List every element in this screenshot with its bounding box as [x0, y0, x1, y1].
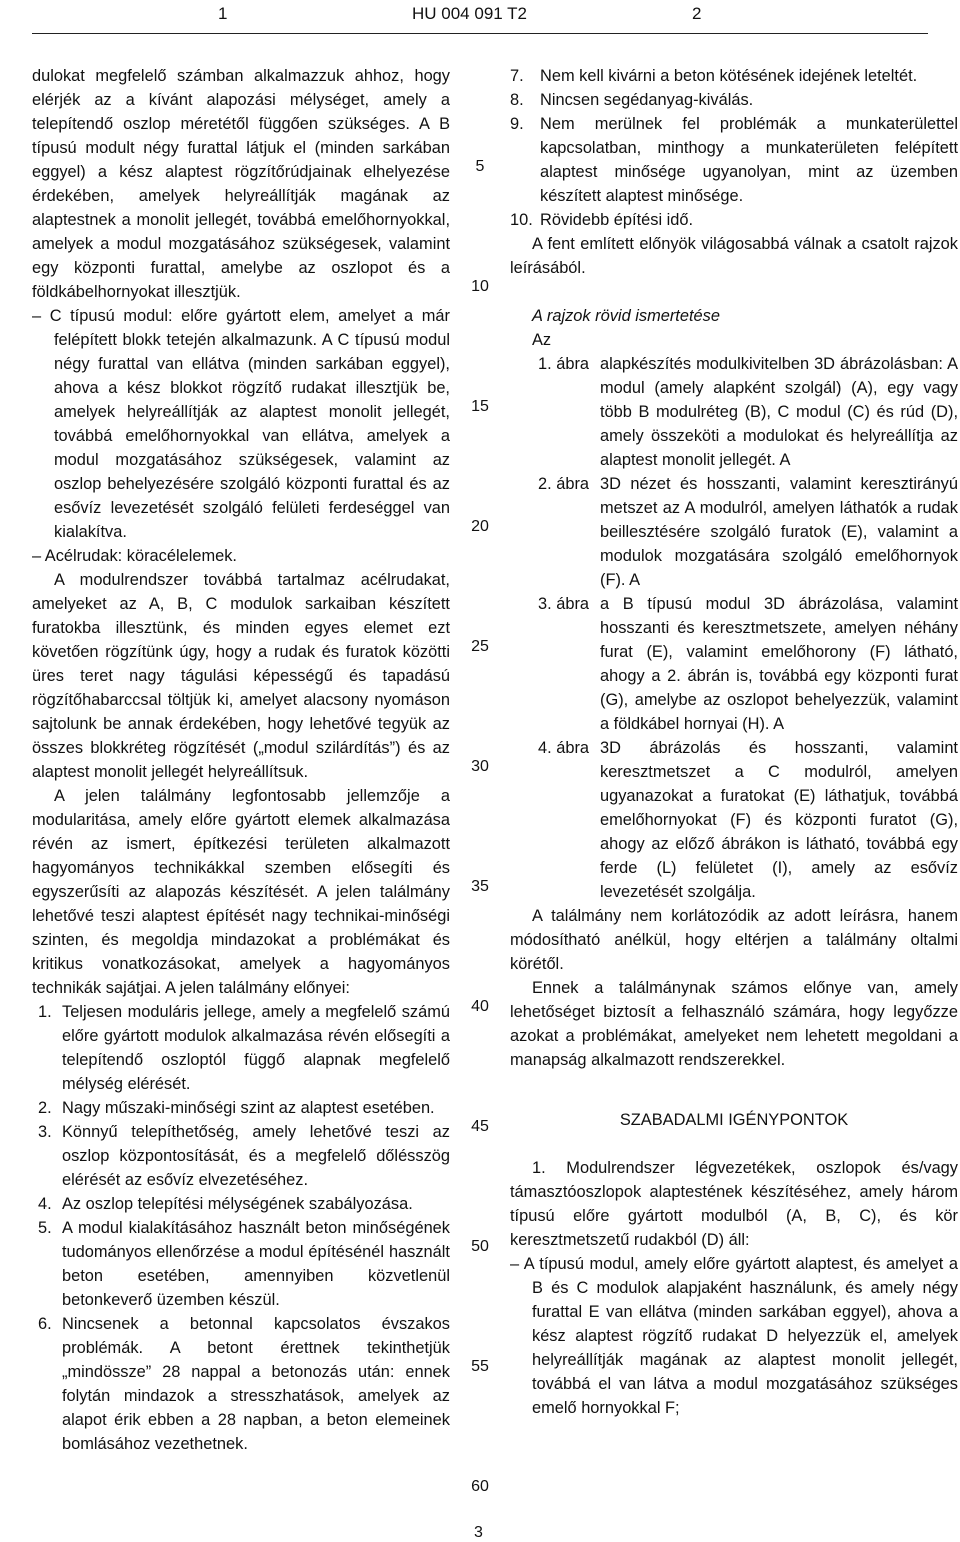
- line-number: 60: [471, 1478, 489, 1495]
- item-number: 6.: [38, 1315, 52, 1333]
- paragraph: 1. Modulrendszer légvezetékek, oszlopok és/vagy támasztóoszlopok alaptestének készítéséhez, amely három típusú előre gyártott modulból (A, B, C), és kör keresztmetszetű rudakból (D) áll:: [510, 1159, 958, 1249]
- header-rule: [32, 33, 928, 34]
- paragraph: A jelen találmány legfontosabb jellemzője a modularitása, amely előre gyártott elemek alkalmazása révén az ismert, építkezési területen alkalmazott hagyományos technikákkal szemben elősegíti és egyszerűsíti az alapozás készítését. A jelen találmány lehetővé teszi alaptest építését nagy technikai-minőségi szinten, és megoldja mindazokat a problémákat és kritikus vonatkozásokat, amelyek a hagyományos technikák sajátjai. A jelen találmány előnyei:: [32, 787, 450, 997]
- paragraph: Az: [532, 331, 552, 349]
- left-column: [32, 64, 450, 1456]
- list-item: [32, 1096, 450, 1120]
- list-item: [32, 1120, 450, 1192]
- list-item: [32, 1000, 450, 1096]
- list-item: [510, 64, 958, 88]
- item-number: 4.: [38, 1195, 52, 1213]
- section-heading: A rajzok rövid ismertetése: [532, 307, 720, 325]
- paragraph: dulokat megfelelő számban alkalmazzuk ahhoz, hogy elérjék az a kívánt alapozási mélységet, amely a telepítendő oszlop méretétől függően szükséges. A B típusú modult négy furattal látjuk el (minden sarkában eggyel) a kész alaptest rögzítőrúdjainak elhelyezése érdekében, amelyek helyreállítják magának az alaptestnek a monolit jellegét, továbbá emelőhornyokkal, amelyek a modul mozgatásához szükségesek, valamint egy központi furattal, amelybe az oszlopot és a földkábelhornyokat illesztjük.: [32, 67, 450, 301]
- item-text: 3D ábrázolás és hosszanti, valamint keresztmetszet a C modulról, amelyen ugyanazokat a furatokat (E) láthatjuk, továbbá emelőhornyokat (F) és központi furatot (G), ahogy az előző ábrákon is látható, továbbá egy ferde (L) felületet (I), amely az esővíz levezetését szolgálja.: [600, 739, 958, 901]
- item-text: alapkészítés modulkivitelben 3D ábrázolásban: A modul (amely alapként szolgál) (A), egy vagy több B modulréteg (B), C modul (C) és rúd (D), amely összeköti a modulokat és helyreállítja az alaptest monolit jellegét. A: [600, 355, 958, 469]
- item-number: 2.: [38, 1099, 52, 1117]
- item-text: Az oszlop telepítési mélységének szabályozása.: [62, 1195, 413, 1213]
- dash-item: – Acélrudak: köracélelemek.: [32, 547, 237, 565]
- figure-description: [510, 352, 958, 472]
- list-item: [32, 1192, 450, 1216]
- item-text: Könnyű telepíthetőség, amely lehetővé teszi az oszlop központosítását, és a megfelelő dőlésszög elérését az esővíz elvezetéséhez.: [62, 1123, 450, 1189]
- header-column-left-number: 1: [218, 4, 228, 23]
- paragraph: A találmány nem korlátozódik az adott leírásra, hanem módosítható anélkül, hogy eltérjen a találmány oltalmi körétől.: [510, 907, 958, 973]
- line-number: 45: [471, 1118, 489, 1135]
- spacer: [510, 1072, 958, 1108]
- list-item: [510, 112, 958, 208]
- line-number: 25: [471, 638, 489, 655]
- item-text: Teljesen moduláris jellege, amely a megfelelő számú előre gyártott modulok alkalmazása révén elősegíti a telepítendő oszloptól függő alapnak megfelelő mélység elérését.: [62, 1003, 450, 1093]
- dash-item: – C típusú modul: előre gyártott elem, amelyet a már felépített blokk tetején alkalmazunk. A C típusú modul négy furattal van ellátva (minden sarkában eggyel), ahova a kész blokkot rögzítő rudakat illesztjük be, amelyek helyreállítják az alaptest monolit jellegét, továbbá emelőhornyokkal van ellátva, amelyek a modul mozgatásához szükségesek, valamint az oszlop behelyezésére szolgáló központi furattal és az esővíz levezetését szolgáló felületi ferdeséggel van kialakítva.: [32, 307, 450, 541]
- item-text: A modul kialakításához használt beton minőségének tudományos ellenőrzése a modul építésénél használt beton esetében, amennyiben közvetlenül betonkeverő üzemben készül.: [62, 1219, 450, 1309]
- paragraph: A modulrendszer továbbá tartalmaz acélrudakat, amelyeket az A, B, C modulok sarkaiban készített furatokba illesztünk, és minden egyes elemet ezt követően rögzítünk úgy, hogy a rudak és furatok közötti üres teret nagy tágulási képességű és tapadású rögzítőhabarccsal töltjük ki, amelyet alacsony nyomáson sajtolunk be annak érdekében, hogy lehetővé tegyük az összes blokkréteg rögzítését („modul szilárdítás”) és az alaptest monolit jellegét helyreállítsuk.: [32, 571, 450, 781]
- item-number: 2. ábra: [538, 475, 590, 493]
- item-number: 5.: [38, 1219, 52, 1237]
- item-number: 4. ábra: [538, 739, 590, 757]
- item-text: 3D nézet és hosszanti, valamint keresztirányú metszet az A modulról, amelyen láthatók a rudak beillesztésére szolgáló furatok (E), valamint a modulok mozgatására szolgáló emelőhornyok (F). A: [600, 475, 958, 589]
- line-number: 15: [471, 398, 489, 415]
- item-number: 7.: [510, 67, 524, 85]
- header-column-right-number: 2: [692, 4, 702, 23]
- line-number: 5: [475, 158, 485, 175]
- item-text: Nem merülnek fel problémák a munkaterülettel kapcsolatban, minthogy a munkaterületen felépített alaptest minősége ugyanolyan, mint az üzemben készített alaptest minősége.: [540, 115, 958, 205]
- line-number: 10: [471, 278, 489, 295]
- figure-description: [510, 592, 958, 736]
- spacer: [510, 280, 958, 304]
- paragraph: A fent említett előnyök világosabbá válnak a csatolt rajzok leírásából.: [510, 235, 958, 277]
- document-number: HU 004 091 T2: [412, 4, 527, 23]
- item-number: 9.: [510, 115, 524, 133]
- item-number: 1.: [38, 1003, 52, 1021]
- dash-item: – A típusú modul, amely előre gyártott alaptest, és amelyet a B és C modulok alapjaként használunk, és amely négy furattal E van ellátva (minden sarkában eggyel), ahova a kész alaptest rögzítő rudakat D helyezzük el, amelyek helyreállítják magának az alaptest monolit jellegét, továbbá el van látva a modul mozgatásához szükséges emelő hornyokkal F;: [510, 1255, 958, 1417]
- item-number: 3. ábra: [538, 595, 590, 613]
- item-text: Nincsen segédanyag-kiválás.: [540, 91, 754, 109]
- item-text: Nem kell kivárni a beton kötésének idejének leteltét.: [540, 67, 918, 85]
- item-number: 10.: [510, 211, 533, 229]
- figure-description: [510, 736, 958, 904]
- list-item: [510, 88, 958, 112]
- item-text: Nincsenek a betonnal kapcsolatos évszakos problémák. A betont érettnek tekinthetjük „mindösszе” 28 nappal a betonozás után: ennek folytán mindazok a stresszhatások, amelyek az alapot érik ebben a 28 napban, a beton elemeinek bomlásához vezethetnek.: [62, 1315, 450, 1453]
- item-text: Nagy műszaki-minőségi szint az alaptest esetében.: [62, 1099, 435, 1117]
- line-number: 20: [471, 518, 489, 535]
- line-number: 40: [471, 998, 489, 1015]
- claims-title: SZABADALMI IGÉNYPONTOK: [619, 1111, 849, 1129]
- line-number: 35: [471, 878, 489, 895]
- item-text: Rövidebb építési idő.: [540, 211, 694, 229]
- list-item: [510, 208, 958, 232]
- item-text: a B típusú modul 3D ábrázolása, valamint hosszanti és keresztmetszete, amelyen néhány furat (E), valamint emelőhorony (F) látható, ahogy a 2. ábrán is, továbbá egy központi furat (G), amelybe az oszlopot behelyezzük, valamint a földkábel hornyai (H). A: [600, 595, 958, 733]
- list-item: [32, 1312, 450, 1456]
- item-number: 3.: [38, 1123, 52, 1141]
- paragraph: Ennek a találmánynak számos előnye van, amely lehetőséget biztosít a felhasználó számára, hogy legyőzze azokat a problémákat, amelyeket nem lehetett megoldani a manapság alkalmazott rendszerekkel.: [510, 979, 958, 1069]
- line-number: 30: [471, 758, 489, 775]
- list-item: [32, 1216, 450, 1312]
- line-number: 55: [471, 1358, 489, 1375]
- figure-description: [510, 472, 958, 592]
- item-number: 1. ábra: [538, 355, 590, 373]
- right-column: [510, 64, 958, 1420]
- page-number: 3: [474, 1524, 483, 1541]
- spacer: [510, 1132, 958, 1156]
- item-number: 8.: [510, 91, 524, 109]
- line-number: 50: [471, 1238, 489, 1255]
